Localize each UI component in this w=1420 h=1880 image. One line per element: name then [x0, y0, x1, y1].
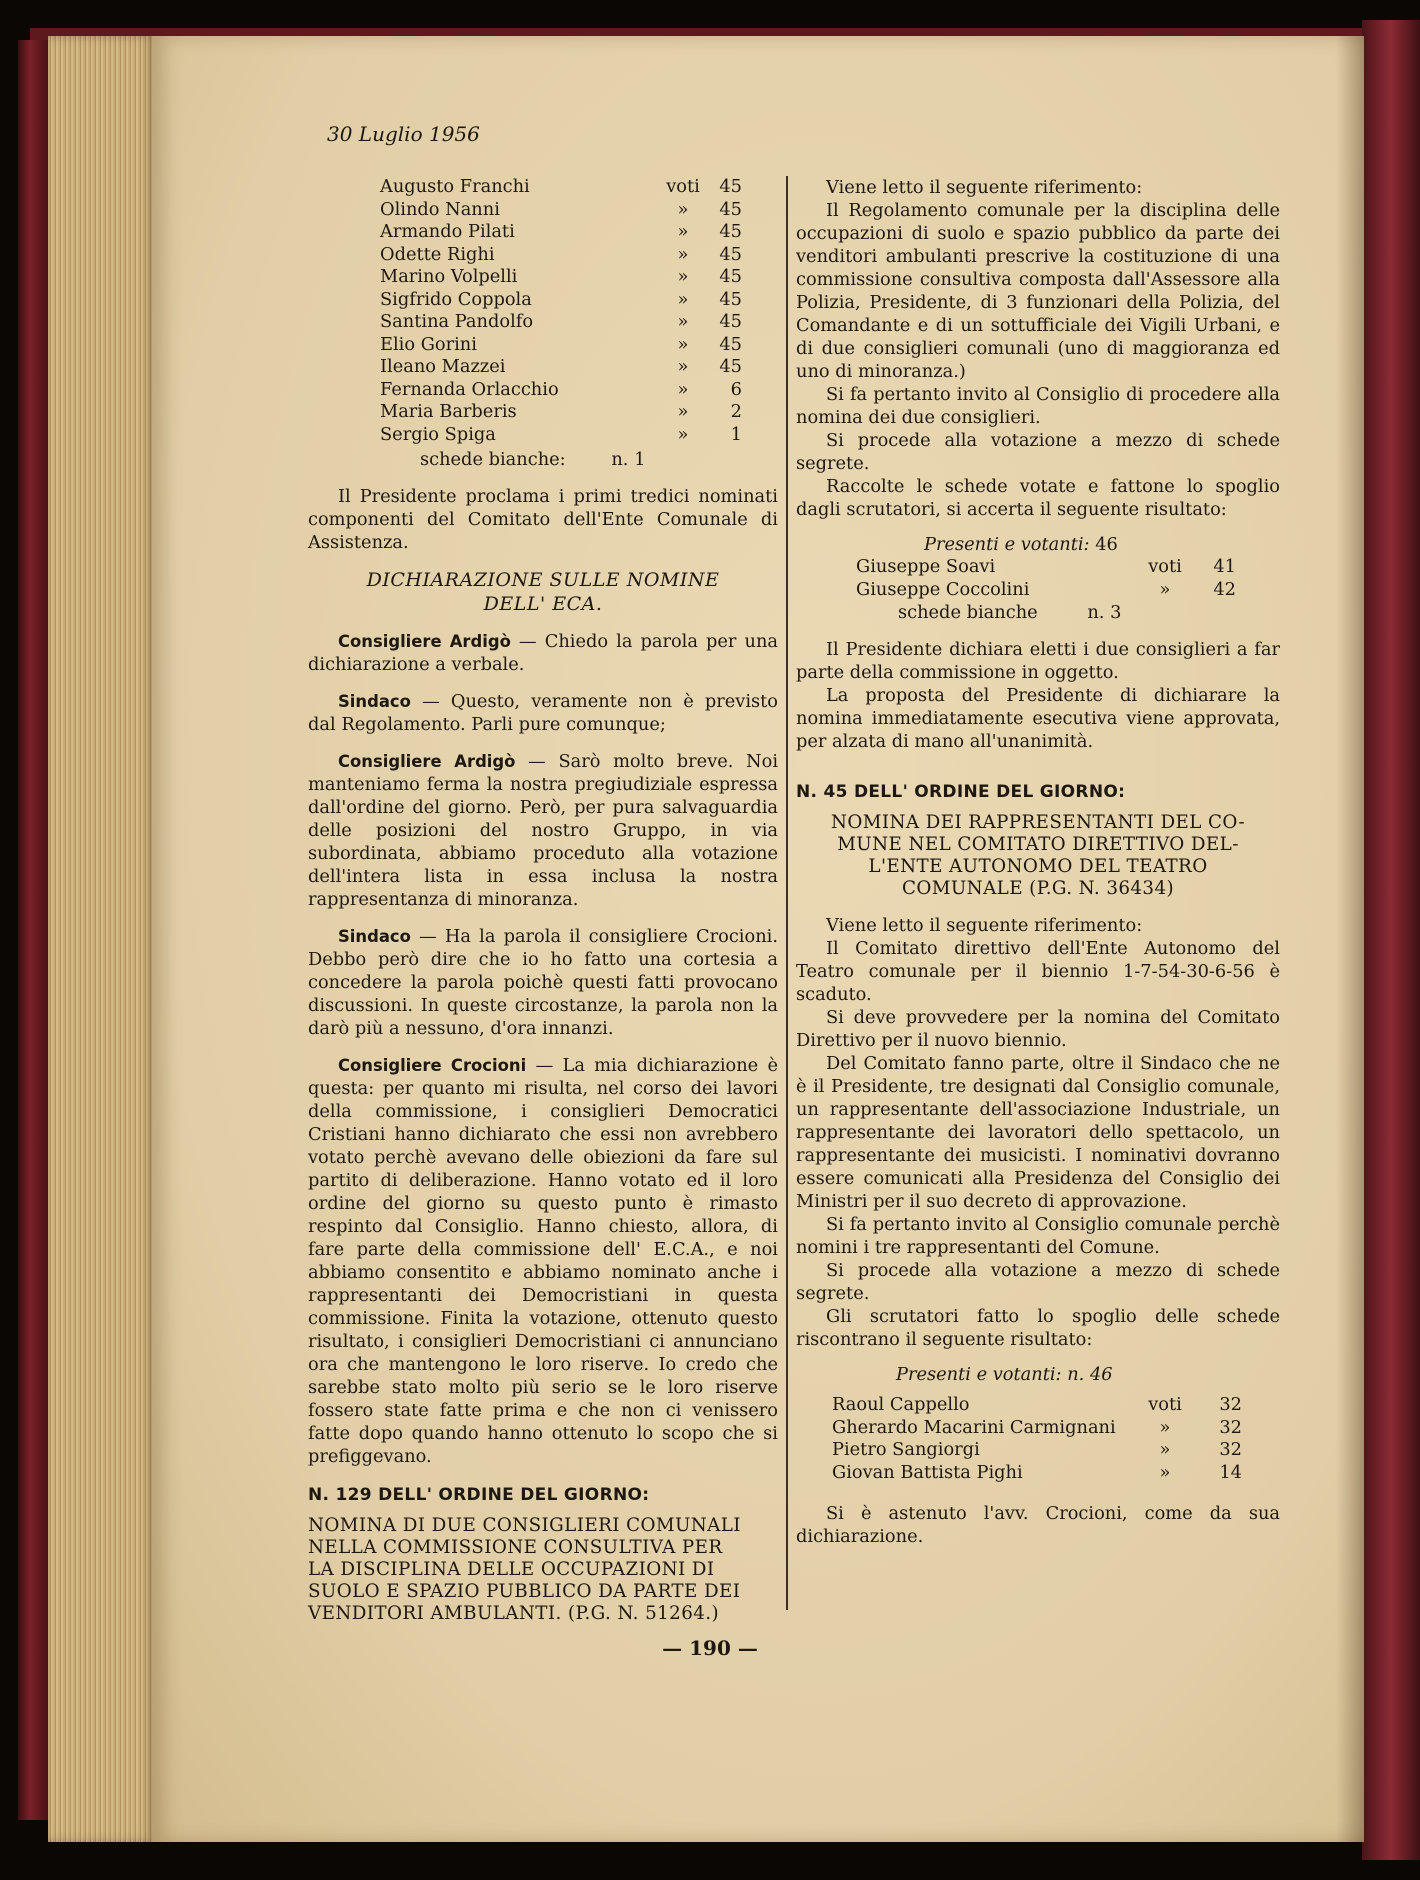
vote-row: [856, 579, 1236, 602]
invito-paragraph: Si fa pertanto invito al Consiglio di procedere alla nomina dei due consiglieri.: [796, 384, 1280, 428]
page-edges: [48, 36, 156, 1842]
speech-paragraph: [308, 750, 778, 911]
vote-mark: voti: [1148, 1394, 1182, 1415]
vote-row: [380, 266, 742, 289]
vote-row: [380, 424, 742, 447]
title-line: VENDITORI AMBULANTI. (P.G. N. 51264.): [308, 1603, 719, 1624]
vote-count: 45: [719, 333, 742, 355]
title-line: SUOLO E SPAZIO PUBBLICO DA PARTE DEI: [308, 1581, 741, 1602]
blank-ballots-label: schede bianche:: [420, 449, 566, 470]
candidate-name: Pietro Sangiorgi: [832, 1439, 980, 1460]
vote-mark: »: [677, 221, 689, 242]
vote-mark: »: [677, 311, 689, 332]
speaker-name: Consigliere Crocioni: [338, 1056, 527, 1075]
vote-count: 32: [1219, 1439, 1242, 1460]
intro2-paragraph: Viene letto il seguente riferimento:: [826, 915, 1143, 936]
odg-title-45: [796, 812, 1280, 900]
speech-paragraph: [308, 690, 778, 736]
blank-ballots-commission: [898, 601, 1280, 624]
raccolte-paragraph: Raccolte le schede votate e fattone lo spoglio dagli scrutatori, si accerta il seguente risultato:: [796, 476, 1280, 520]
speech-paragraph: [308, 925, 778, 1040]
binding-cover-left: [18, 40, 48, 1820]
vote-mark: »: [677, 288, 689, 310]
blank-ballots: [420, 448, 778, 471]
candidate-name: Fernanda Orlacchio: [380, 378, 559, 400]
vote-row: [856, 556, 1236, 579]
speech-paragraph: [308, 1054, 778, 1468]
votes-table: [380, 176, 742, 446]
vote-mark: voti: [666, 176, 700, 197]
vote-row: [380, 176, 742, 199]
speech-text: — La mia dichiarazione è questa: per quanto mi risulta, nel corso dei lavori della commissione, i consiglieri Democratici Cristiani hanno dichiarato che essi non avrebbero votato perchè avevano delle obiezioni da fare sul partito di deliberazione. Hanno votato ed il loro ordine del giorno su questo punto è rimasto respinto dal Consiglio. Hanno chiesto, allora, di fare parte della commissione dell' E.C.A., e noi abbiamo consentito e abbiamo nominato anche i rappresentanti dei Democristiani in questa commissione. Finita la votazione, ottenuto questo risultato, i consiglieri Democristiani ci annunciano ora che mantengono le loro riserve. Io credo che sarebbe stato molto più serio se le loro riserve fossero state fatte prima e che non ci venissero fatte dopo quando hanno ottenuto lo scopo che si prefiggevano.: [308, 1055, 778, 1467]
presenti-votanti-2: [896, 1363, 1280, 1386]
right-column: [796, 176, 1280, 1548]
vote-count: 45: [719, 356, 742, 377]
candidate-name: Giuseppe Soavi: [856, 556, 996, 577]
presenti2-label: Presenti e votanti:: [896, 1364, 1062, 1385]
section-heading-line2: DELL' ECA.: [483, 593, 603, 615]
invito2-paragraph: Si fa pertanto invito al Consiglio comunale perchè nomini i tre rappresentanti del Comune.: [796, 1214, 1280, 1258]
votes-table-commission: [856, 556, 1236, 601]
candidate-name: Raoul Cappello: [832, 1394, 970, 1415]
votes-table-teatro: [832, 1394, 1242, 1484]
column-divider: [786, 176, 788, 1610]
presenti-label: Presenti e votanti:: [924, 534, 1090, 555]
section-heading-line1: DICHIARAZIONE SULLE NOMINE: [366, 569, 720, 591]
vote-row: [832, 1462, 1242, 1485]
vote-row: [380, 221, 742, 244]
intro-paragraph: Viene letto il seguente riferimento:: [826, 177, 1143, 198]
vote-mark: »: [677, 266, 689, 287]
candidate-name: Augusto Franchi: [380, 176, 530, 197]
vote-mark: »: [1159, 1439, 1171, 1460]
presidente-paragraph: Il Presidente proclama i primi tredici nominati componenti del Comitato dell'Ente Comunale di Assistenza.: [308, 486, 778, 553]
fanno-parte-paragraph: Del Comitato fanno parte, oltre il Sindaco che ne è il Presidente, tre designati dal Consiglio comunale, un rappresentante dell'associazione Industriale, un rappresentante dei lavoratori dello spettacolo, un rappresentante dei musicisti. I nominativi dovranno essere comunicati alla Presidenza del Consiglio dei Ministri per il suo decreto di approvazione.: [796, 1053, 1280, 1212]
vote-row: [380, 401, 742, 424]
speech-paragraph: [308, 630, 778, 676]
candidate-name: Elio Gorini: [380, 333, 477, 355]
title-line: LA DISCIPLINA DELLE OCCUPAZIONI DI: [308, 1559, 715, 1580]
gutter-shadow: [1336, 36, 1364, 1842]
regolamento-paragraph: Il Regolamento comunale per la disciplina delle occupazioni di suolo e spazio pubblico da parte dei venditori ambulanti prescrive la costituzione di una commissione consultiva composta dall'Assessore alla Polizia, Presidente, di 3 funzionari della Polizia, del Comandante e di un sottufficiale dei Vigili Urbani, e di due consiglieri comunali (uno di maggioranza ed uno di minoranza.): [796, 200, 1280, 382]
candidate-name: Giuseppe Coccolini: [856, 578, 1030, 600]
left-column: [308, 176, 778, 1625]
speeches: [308, 630, 778, 1468]
vote-row: [380, 311, 742, 334]
vote-count: 45: [719, 198, 742, 220]
comitato-paragraph: Il Comitato direttivo dell'Ente Autonomo del Teatro comunale per il biennio 1-7-54-30-6-56 è scaduto.: [796, 938, 1280, 1005]
astenuto-paragraph: Si è astenuto l'avv. Crocioni, come da sua dichiarazione.: [796, 1503, 1280, 1547]
candidate-name: Sigfrido Coppola: [380, 288, 532, 310]
speech-text: — Sarò molto breve. Noi manteniamo ferma la nostra pregiudiziale espressa dall'ordine del giorno. Però, per pura salvaguardia delle posizioni del nostro Gruppo, in via subordinata, abbiamo proceduto alla votazione dell'intera lista in essa inclusa la nostra rappresentanza di minoranza.: [308, 751, 779, 910]
candidate-name: Gherardo Macarini Carmignani: [832, 1416, 1116, 1438]
vote-row: [832, 1417, 1242, 1440]
vote-mark: »: [1159, 1461, 1171, 1483]
presenti-votanti: [924, 533, 1280, 556]
vote-row: [380, 379, 742, 402]
vote-count: 45: [719, 243, 742, 265]
vote-mark: »: [677, 401, 689, 422]
candidate-name: Ileano Mazzei: [380, 356, 506, 377]
odg-heading-129: N. 129 DELL' ORDINE DEL GIORNO:: [308, 1485, 650, 1505]
title-line: MUNE NEL COMITATO DIRETTIVO DEL-: [837, 834, 1239, 855]
vote-row: [380, 199, 742, 222]
vote-row: [380, 289, 742, 312]
vote-mark: »: [677, 423, 689, 445]
vote-row: [380, 244, 742, 267]
title-line: NOMINA DEI RAPPRESENTANTI DEL CO-: [830, 812, 1246, 833]
candidate-name: Marino Volpelli: [380, 266, 518, 287]
vote-mark: »: [677, 333, 689, 355]
binding-cover-right: [1362, 20, 1420, 1860]
speech-text: — Questo, veramente non è previsto dal Regolamento. Parli pure comunque;: [308, 691, 778, 735]
speech-text: — Ha la parola il consigliere Crocioni. Debbo però dire che io ho fatto una cortesia a concedere la parola poichè questi fatti provocano discussioni. In queste circostanze, la parola non la darò più a nessuno, d'ora innanzi.: [308, 926, 778, 1039]
candidate-name: Odette Righi: [380, 243, 495, 265]
vote-count: 41: [1213, 556, 1236, 577]
vote-mark: »: [677, 198, 689, 220]
vote-mark: »: [677, 356, 689, 377]
header-date: 30 Luglio 1956: [327, 122, 480, 146]
vote-row: [832, 1439, 1242, 1462]
eletti-paragraph: Il Presidente dichiara eletti i due consiglieri a far parte della commissione in oggetto.: [796, 639, 1280, 683]
vote-mark: »: [1159, 1416, 1171, 1438]
proposta-paragraph: La proposta del Presidente di dichiarare la nomina immediatamente esecutiva viene approvata, per alzata di mano all'unanimità.: [796, 685, 1280, 752]
vote-count: 45: [719, 311, 742, 332]
odg-heading-45: N. 45 DELL' ORDINE DEL GIORNO:: [796, 782, 1126, 802]
candidate-name: Olindo Nanni: [380, 198, 500, 220]
vote-count: 45: [719, 221, 742, 242]
speaker-name: Consigliere Ardigò: [338, 632, 511, 651]
candidate-name: Maria Barberis: [380, 401, 517, 422]
blank-ballots-value: n. 1: [611, 449, 646, 470]
vote-count: 32: [1219, 1416, 1242, 1438]
page-number: — 190 —: [662, 1636, 758, 1660]
blank1-label: schede bianche: [898, 602, 1038, 623]
vote-count: 42: [1213, 578, 1236, 600]
candidate-name: Santina Pandolfo: [380, 311, 534, 332]
vote-count: 1: [730, 423, 742, 445]
speaker-name: Sindaco: [338, 927, 411, 946]
title-line: COMUNALE (P.G. N. 36434): [901, 878, 1175, 899]
vote-count: 45: [719, 266, 742, 287]
speaker-name: Consigliere Ardigò: [338, 752, 516, 771]
title-line: NELLA COMMISSIONE CONSULTIVA PER: [308, 1537, 723, 1558]
candidate-name: Armando Pilati: [380, 221, 515, 242]
vote-count: 45: [719, 176, 742, 197]
vote-mark: »: [1159, 578, 1171, 600]
candidate-name: Giovan Battista Pighi: [832, 1461, 1023, 1483]
vote-count: 2: [730, 401, 742, 422]
provvedere-paragraph: Si deve provvedere per la nomina del Comitato Direttivo per il nuovo biennio.: [796, 1007, 1280, 1051]
vote-count: 14: [1219, 1461, 1242, 1483]
presenti-value: 46: [1095, 534, 1118, 555]
vote-row: [832, 1394, 1242, 1417]
odg-title-129: [308, 1515, 778, 1625]
vote-count: 45: [719, 288, 742, 310]
procede-paragraph: Si procede alla votazione a mezzo di schede segrete.: [796, 430, 1280, 474]
vote-mark: voti: [1148, 556, 1182, 577]
candidate-name: Sergio Spiga: [380, 423, 496, 445]
vote-mark: »: [677, 243, 689, 265]
title-line: NOMINA DI DUE CONSIGLIERI COMUNALI: [308, 1515, 741, 1536]
vote-mark: »: [677, 378, 689, 400]
vote-count: 32: [1219, 1394, 1242, 1415]
vote-row: [380, 356, 742, 379]
section-heading: [308, 568, 778, 616]
vote-count: 6: [730, 378, 742, 400]
speaker-name: Sindaco: [338, 692, 411, 711]
blank1-value: n. 3: [1087, 602, 1122, 623]
title-line: L'ENTE AUTONOMO DEL TEATRO: [868, 856, 1208, 877]
vote-row: [380, 334, 742, 357]
scrutatori-paragraph: Gli scrutatori fatto lo spoglio delle schede riscontrano il seguente risultato:: [796, 1306, 1280, 1350]
procede2-paragraph: Si procede alla votazione a mezzo di schede segrete.: [796, 1260, 1280, 1304]
presenti2-value: n. 46: [1067, 1364, 1113, 1385]
speech-text: — Chiedo la parola per una dichiarazione a verbale.: [308, 631, 778, 675]
